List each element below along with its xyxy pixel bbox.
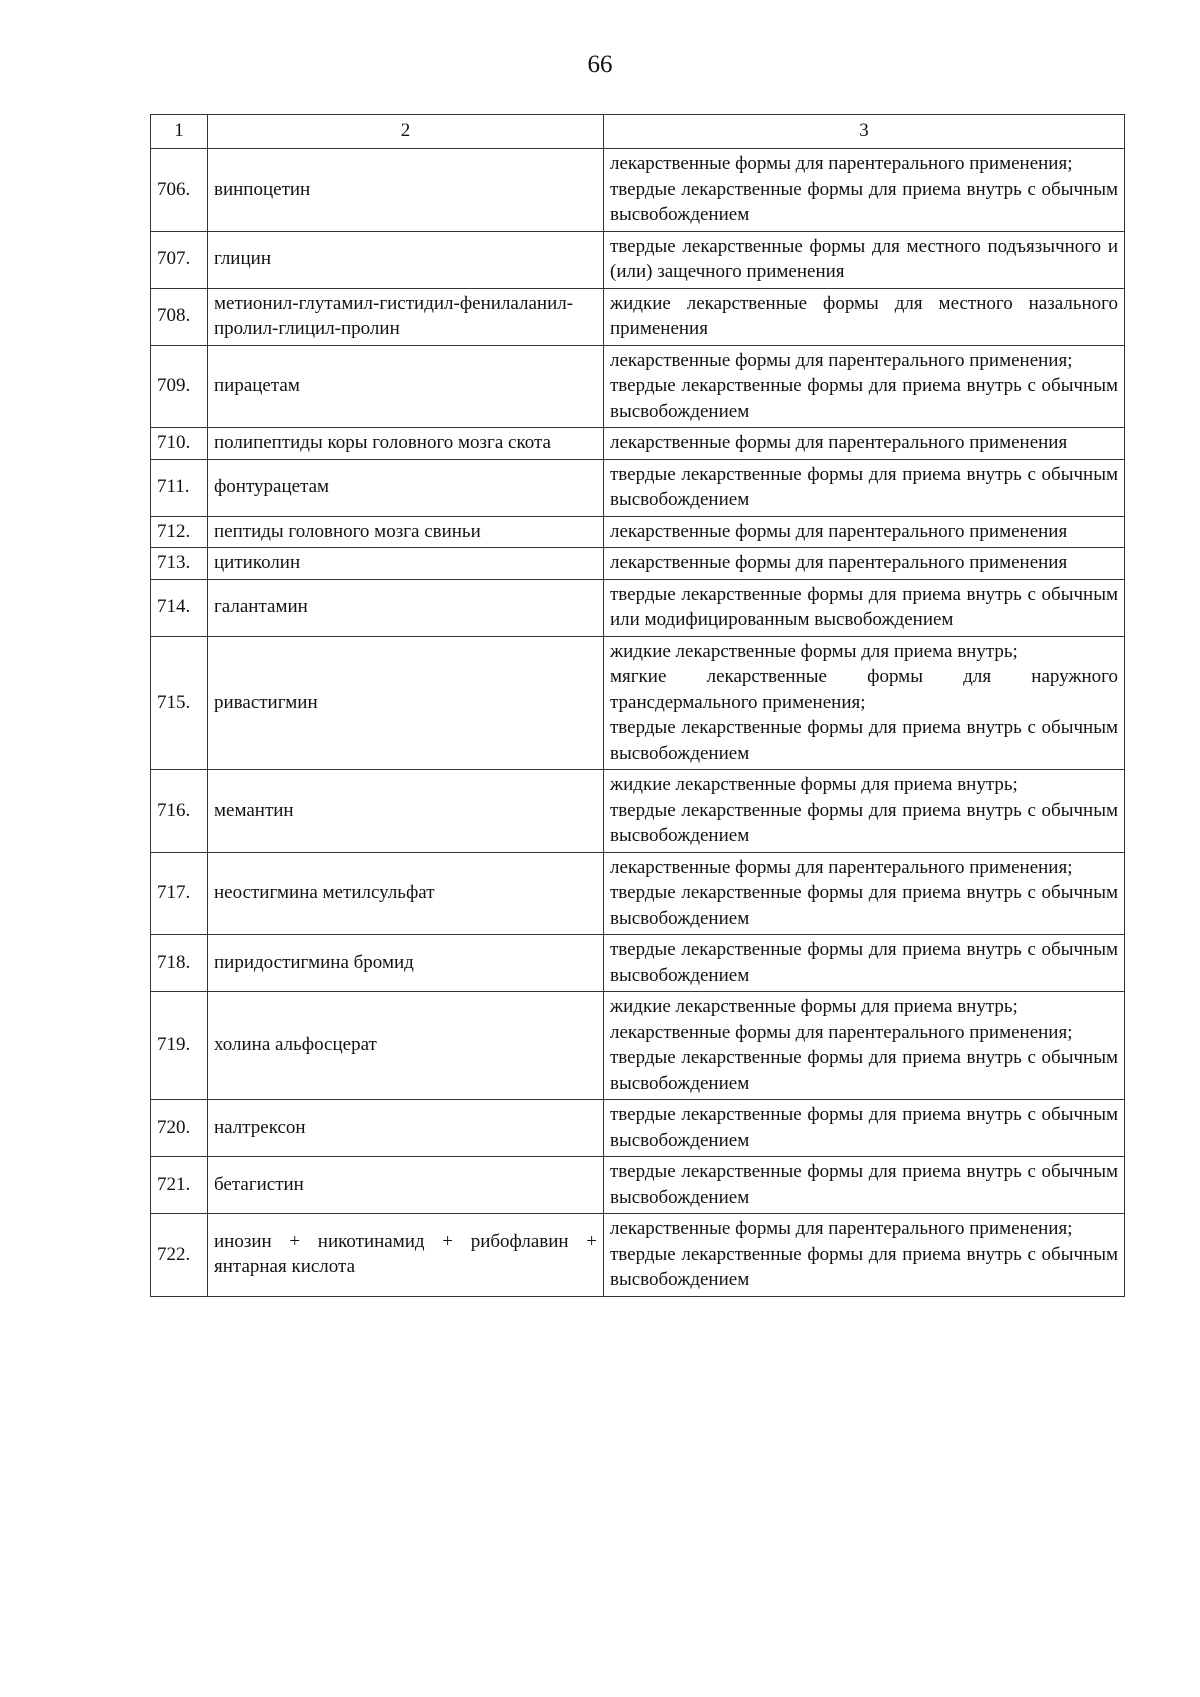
table-row <box>151 852 1125 935</box>
dosage-forms <box>604 516 1125 548</box>
dosage-forms <box>604 459 1125 516</box>
row-number: 710. <box>151 428 208 460</box>
table-row <box>151 149 1125 232</box>
table-row <box>151 1157 1125 1214</box>
row-number: 719. <box>151 992 208 1100</box>
row-number: 722. <box>151 1214 208 1297</box>
table-row <box>151 288 1125 345</box>
dosage-form-line: твердые лекарственные формы для местного подъязычного и (или) защечного применения <box>610 235 1118 282</box>
dosage-forms <box>604 149 1125 232</box>
dosage-form-line: лекарственные формы для парентерального применения <box>610 520 1068 542</box>
drug-table-body <box>151 115 1125 1297</box>
table-row <box>151 770 1125 853</box>
dosage-form-line: жидкие лекарственные формы для местного назального применения <box>610 292 1118 339</box>
dosage-forms <box>604 288 1125 345</box>
row-number: 712. <box>151 516 208 548</box>
dosage-form-line: лекарственные формы для парентерального применения; <box>610 856 1073 878</box>
dosage-forms <box>604 548 1125 580</box>
table-row <box>151 459 1125 516</box>
table-row <box>151 548 1125 580</box>
table-row <box>151 428 1125 460</box>
drug-name: глицин <box>208 231 604 288</box>
row-number: 709. <box>151 345 208 428</box>
dosage-form-line: лекарственные формы для парентерального применения; <box>610 1218 1073 1239</box>
dosage-form-line: лекарственные формы для парентерального применения <box>610 552 1068 573</box>
dosage-form-line: твердые лекарственные формы для приема внутрь с обычным высвобождением <box>610 1243 1118 1290</box>
table-row <box>151 935 1125 992</box>
drug-table <box>150 114 1125 1297</box>
dosage-form-line: твердые лекарственные формы для приема внутрь с обычным или модифицированным высвобождением <box>610 583 1118 630</box>
row-number: 718. <box>151 935 208 992</box>
drug-name: галантамин <box>208 579 604 636</box>
table-row <box>151 636 1125 770</box>
drug-name: бетагистин <box>208 1157 604 1214</box>
dosage-forms <box>604 1157 1125 1214</box>
dosage-form-line: твердые лекарственные формы для приема внутрь с обычным высвобождением <box>610 1047 1118 1094</box>
column-header-3: 3 <box>604 115 1125 149</box>
dosage-forms <box>604 579 1125 636</box>
dosage-forms <box>604 1100 1125 1157</box>
drug-name: полипептиды коры головного мозга скота <box>208 428 604 460</box>
drug-name: метионил-глутамил-гистидил-фенилаланил-пролил-глицил-пролин <box>208 288 604 345</box>
drug-name: цитиколин <box>208 548 604 580</box>
row-number: 708. <box>151 288 208 345</box>
drug-name: инозин + никотинамид + рибофлавин + янтарная кислота <box>208 1214 604 1297</box>
table-row <box>151 1214 1125 1297</box>
column-header-1: 1 <box>151 115 208 149</box>
table-row <box>151 231 1125 288</box>
dosage-forms <box>604 935 1125 992</box>
dosage-form-line: лекарственные формы для парентерального применения; <box>610 349 1073 371</box>
dosage-form-line: твердые лекарственные формы для приема внутрь с обычным высвобождением <box>610 463 1118 510</box>
dosage-forms <box>604 1214 1125 1297</box>
page-number: 66 <box>587 51 613 78</box>
row-number: 714. <box>151 579 208 636</box>
drug-name: холина альфосцерат <box>208 992 604 1100</box>
table-row <box>151 579 1125 636</box>
dosage-form-line: твердые лекарственные формы для приема внутрь с обычным высвобождением <box>610 882 1118 929</box>
table-row <box>151 516 1125 548</box>
dosage-form-line: жидкие лекарственные формы для приема внутрь; <box>610 996 1018 1017</box>
row-number: 707. <box>151 231 208 288</box>
dosage-form-line: твердые лекарственные формы для приема внутрь с обычным высвобождением <box>610 1104 1118 1151</box>
dosage-forms <box>604 345 1125 428</box>
dosage-forms <box>604 231 1125 288</box>
drug-name: мемантин <box>208 770 604 853</box>
dosage-form-line: твердые лекарственные формы для приема внутрь с обычным высвобождением <box>610 375 1118 422</box>
dosage-form-line: лекарственные формы для парентерального применения <box>610 432 1068 453</box>
table-header-row <box>151 115 1125 149</box>
drug-name: неостигмина метилсульфат <box>208 852 604 935</box>
dosage-forms <box>604 770 1125 853</box>
row-number: 716. <box>151 770 208 853</box>
dosage-form-line: лекарственные формы для парентерального применения; <box>610 153 1073 174</box>
drug-name: винпоцетин <box>208 149 604 232</box>
drug-name: налтрексон <box>208 1100 604 1157</box>
dosage-forms <box>604 992 1125 1100</box>
dosage-form-line: жидкие лекарственные формы для приема внутрь; <box>610 774 1018 795</box>
dosage-forms <box>604 636 1125 770</box>
row-number: 721. <box>151 1157 208 1214</box>
column-header-2: 2 <box>208 115 604 149</box>
dosage-form-line: жидкие лекарственные формы для приема внутрь; <box>610 640 1018 662</box>
dosage-form-line: твердые лекарственные формы для приема внутрь с обычным высвобождением <box>610 939 1118 986</box>
drug-name: пирацетам <box>208 345 604 428</box>
table-row <box>151 1100 1125 1157</box>
dosage-form-line: твердые лекарственные формы для приема внутрь с обычным высвобождением <box>610 1161 1118 1208</box>
table-row <box>151 992 1125 1100</box>
row-number: 720. <box>151 1100 208 1157</box>
row-number: 717. <box>151 852 208 935</box>
dosage-form-line: лекарственные формы для парентерального применения; <box>610 1021 1073 1043</box>
dosage-form-line: твердые лекарственные формы для приема внутрь с обычным высвобождением <box>610 178 1118 225</box>
dosage-forms <box>604 428 1125 460</box>
drug-name: ривастигмин <box>208 636 604 770</box>
row-number: 715. <box>151 636 208 770</box>
dosage-form-line: твердые лекарственные формы для приема внутрь с обычным высвобождением <box>610 799 1118 846</box>
drug-name: пиридостигмина бромид <box>208 935 604 992</box>
drug-name: пептиды головного мозга свиньи <box>208 516 604 548</box>
dosage-forms <box>604 852 1125 935</box>
row-number: 713. <box>151 548 208 580</box>
row-number: 706. <box>151 149 208 232</box>
table-row <box>151 345 1125 428</box>
dosage-form-line: твердые лекарственные формы для приема внутрь с обычным высвобождением <box>610 717 1118 764</box>
drug-name: фонтурацетам <box>208 459 604 516</box>
dosage-form-line: мягкие лекарственные формы для наружного трансдермального применения; <box>610 666 1118 713</box>
row-number: 711. <box>151 459 208 516</box>
